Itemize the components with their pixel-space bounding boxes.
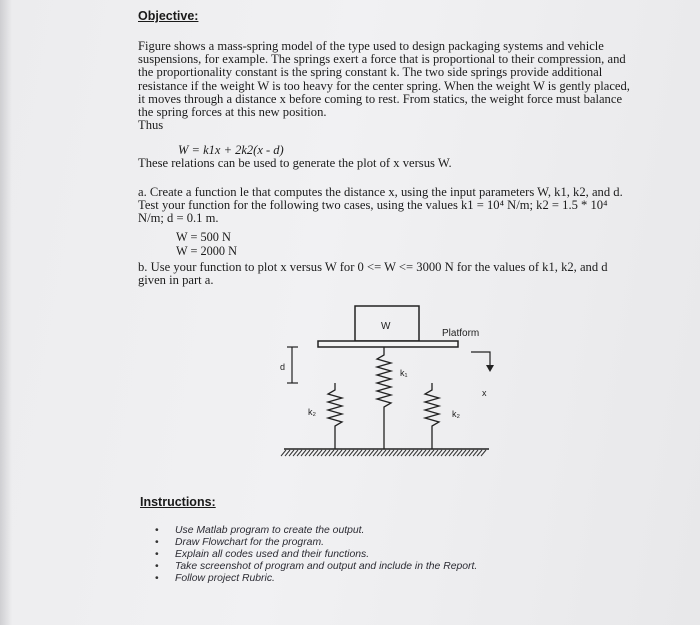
d-label: d [280,362,286,372]
part-a-line: N/m; d = 0.1 m. [138,211,219,226]
part-a-line: a. Create a function le that computes the distance x, using the input parameters W, k1, k2, and d. [138,185,623,199]
paragraph-line: resistance if the weight W is too heavy for the center spring. When the weight W is gently placed, [138,78,630,93]
k2-right-label: k₂ [452,409,460,419]
paragraph-line: suspensions, for example. The springs exert a force that is proportional to their compression, and [138,52,626,67]
paragraph-line: the proportionality constant is the spring constant k. The two side springs provide additional [138,65,603,80]
list-item: • Explain all codes used and their functions. [155,549,477,561]
weight-label: W [381,321,391,332]
part-b-line: given in part a. [138,273,214,288]
platform [318,341,458,347]
center-spring [377,347,391,449]
x-label: x [482,388,487,398]
list-item: • Use Matlab program to create the output. [155,525,477,537]
test-case-2: W = 2000 N [176,244,238,258]
list-item: • Follow project Rubric. [155,573,477,585]
paragraph-line: the spring forces at this new position. [138,105,327,120]
paragraph-line: Thus [138,118,164,133]
list-item: • Take screenshot of program and output and include in the Report. [155,561,477,573]
instructions-heading: Instructions: [140,495,216,509]
force-equation: W = k1x + 2k2(x - d) [178,143,284,157]
list-item: • Draw Flowchart for the program. [155,537,477,549]
relation-sentence: These relations can be used to generate the plot of x versus W. [138,156,452,170]
paragraph-line: Figure shows a mass-spring model of the type used to design packaging systems and vehicle [138,39,604,53]
k2-left-label: k₂ [308,407,316,417]
objective-heading: Objective: [138,9,199,23]
test-case-1: W = 500 N [176,230,231,244]
left-spring [328,383,342,449]
x-arrowhead [486,365,494,372]
instructions-list [155,525,477,585]
ground-hatching [281,450,486,456]
platform-label: Platform [442,328,480,339]
part-b-line: b. Use your function to plot x versus W for 0 <= W <= 3000 N for the values of k1, k2, and d [138,260,608,274]
paragraph-line: it moves through a distance x before coming to rest. From statics, the weight force must balance [138,91,623,106]
part-a-line: Test your function for the following two cases, using the values k1 = 10⁴ N/m; k2 = 1.5 * 10⁴ [138,198,608,213]
right-spring [425,383,439,449]
k1-label: k₁ [400,368,408,378]
